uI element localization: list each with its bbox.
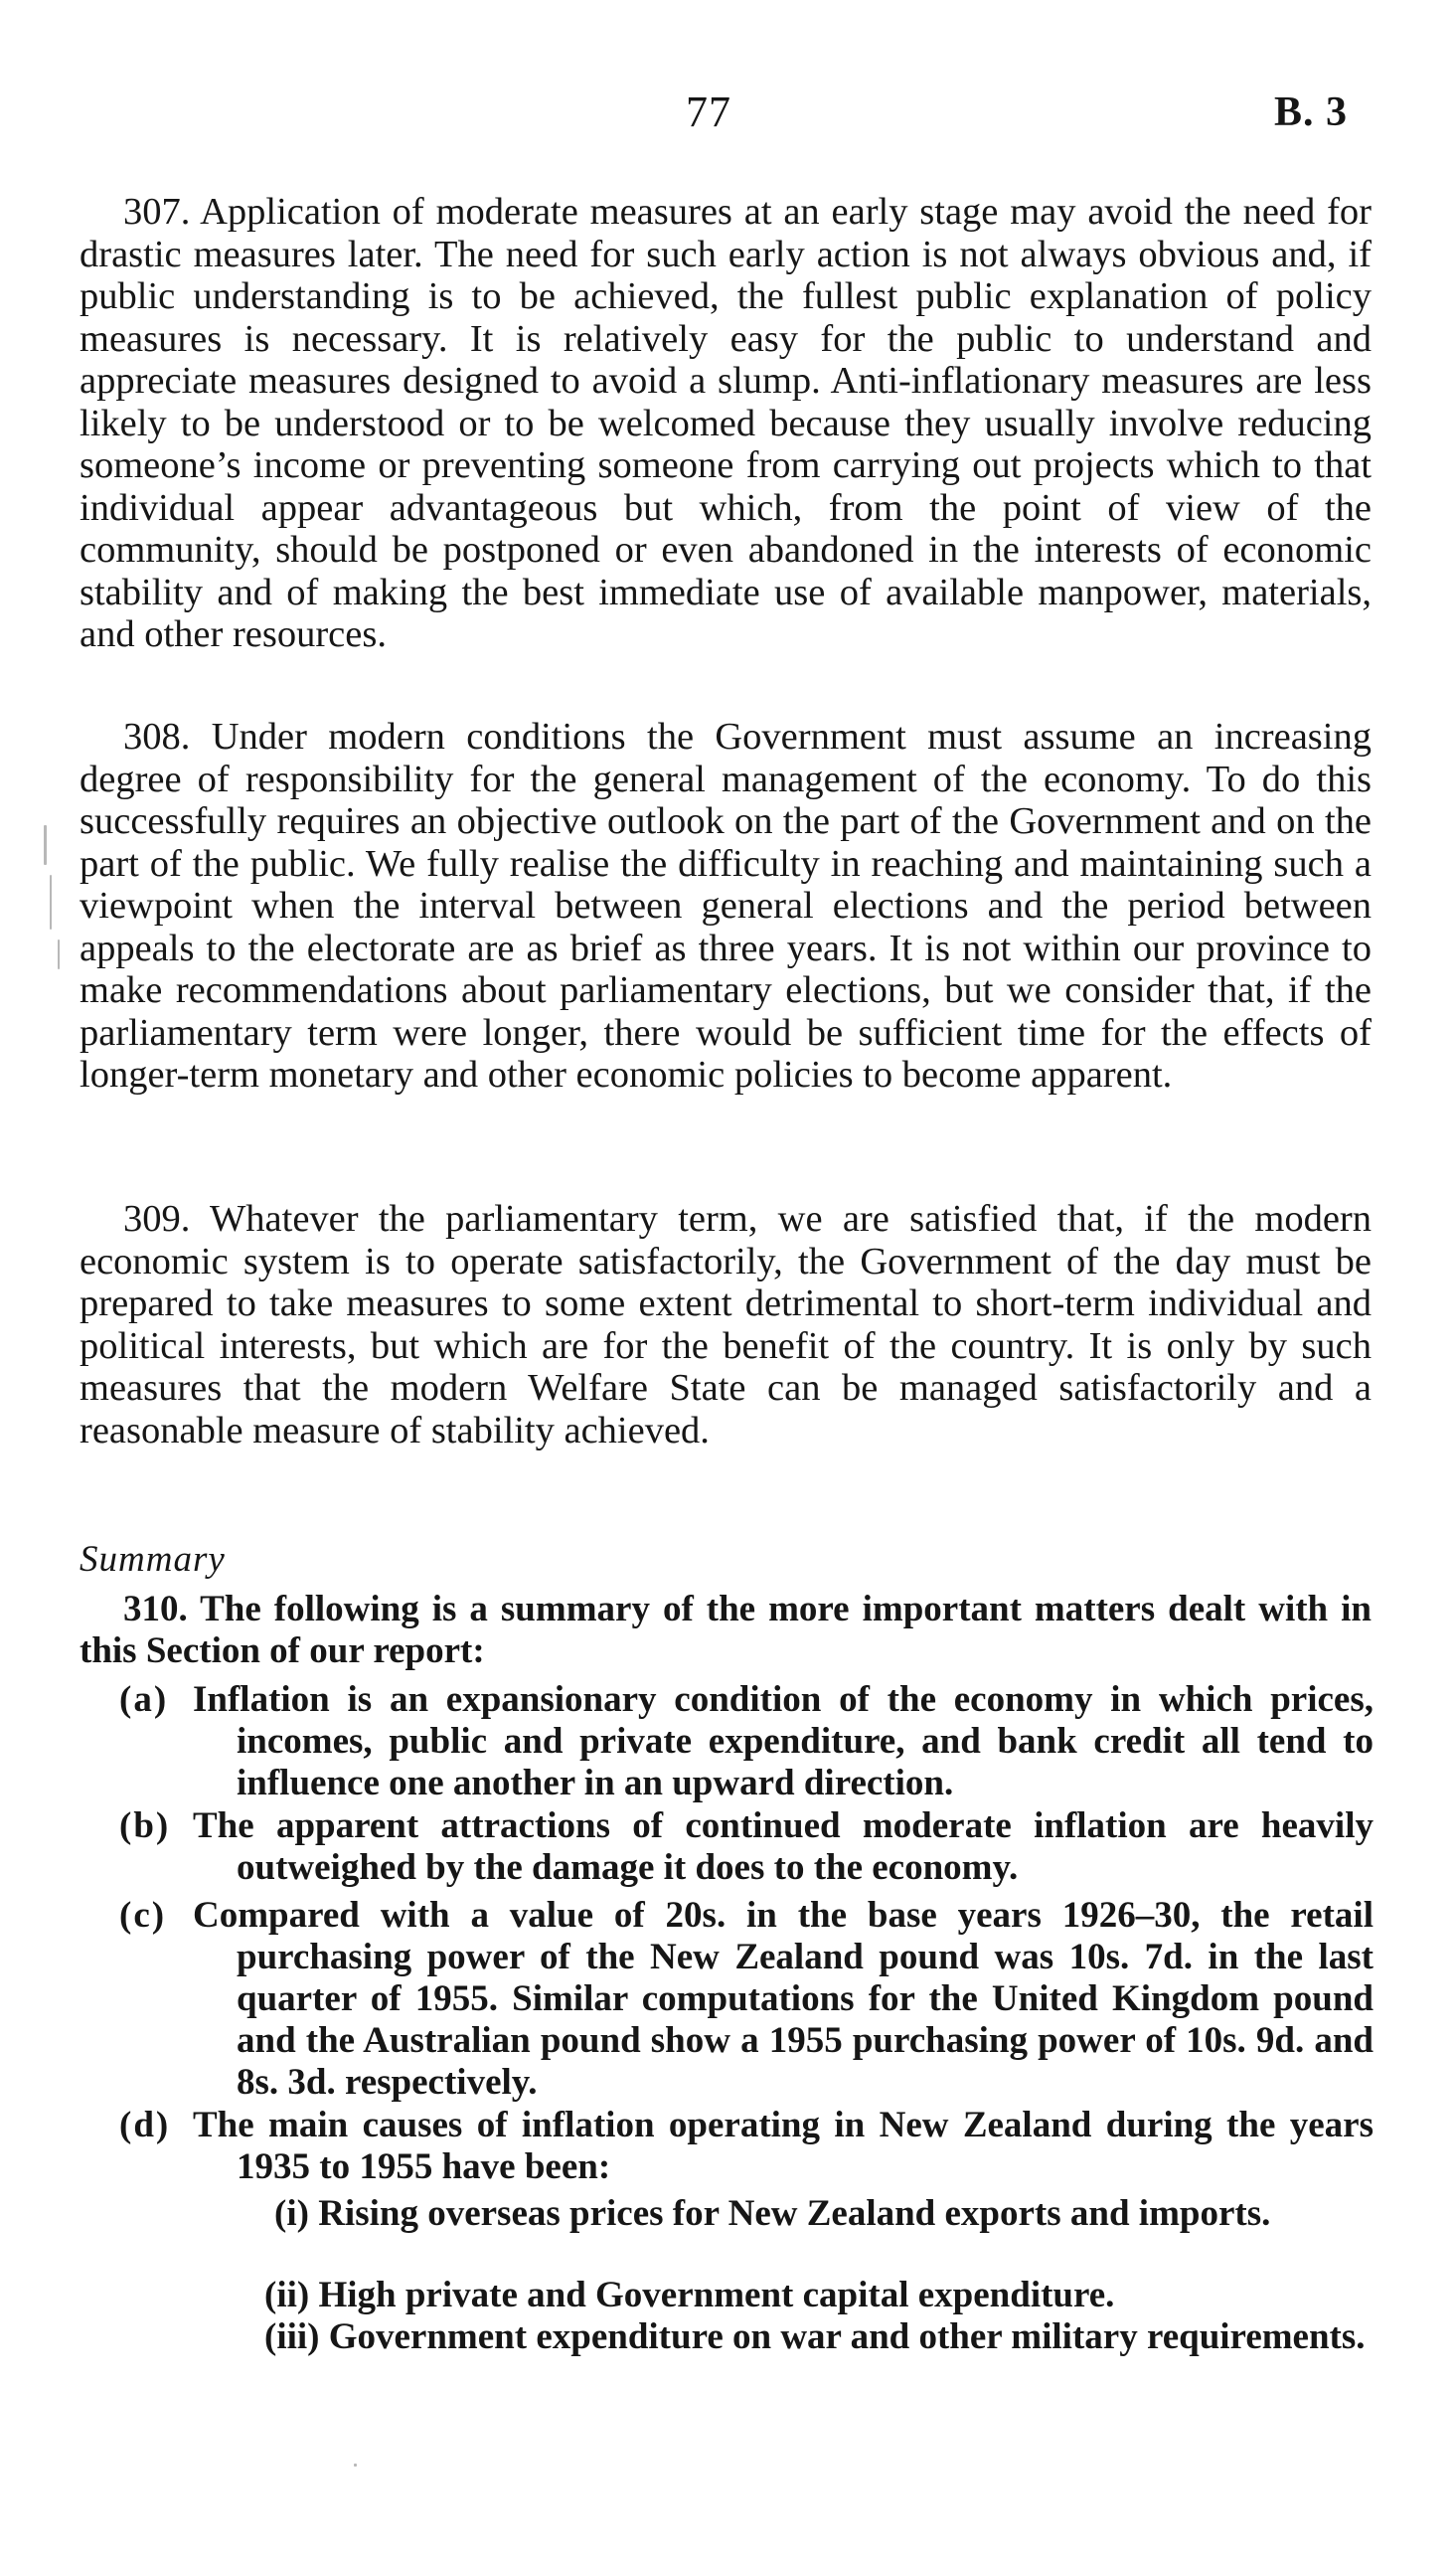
summary-item-b	[119, 1805, 1374, 1889]
scan-artifact	[50, 875, 52, 930]
scan-artifact	[44, 825, 47, 865]
item-text: The main causes of inflation operating in New Zealand during the years 1935 to 1955 have been:	[193, 2105, 1374, 2187]
summary-item-d	[119, 2105, 1374, 2188]
sub-item-text: High private and Government capital expenditure.	[318, 2275, 1115, 2315]
paragraph-308: 308. Under modern conditions the Government must assume an increasing degree of responsibility for the general management of the economy. To do this successfully requires an objective outlook on the part of the Government and on the part of the public. We fully realise the difficulty in reaching and maintaining such a viewpoint when the interval between general elections and the period between appeals to the electorate are as brief as three years. It is not within our province to make recommendations about parliamentary elections, but we consider that, if the parliamentary term were longer, there would be sufficient time for the effects of longer-term monetary and other economic policies to become apparent.	[80, 716, 1372, 1096]
summary-item-c	[119, 1895, 1374, 2104]
paragraph-307: 307. Application of moderate measures at an early stage may avoid the need for drastic measures later. The need for such early action is not always obvious and, if public understanding is to be achieved, the fullest public explanation of policy measures is necessary. It is relatively easy for the public to understand and appreciate measures designed to avoid a slump. Anti-inflationary measures are less likely to be understood or to be welcomed because they usually involve reducing someone’s income or preventing someone from carrying out projects which to that individual appear advantageous but which, from the point of view of the community, should be postponed or even abandoned in the interests of economic stability and of making the best immediate use of available manpower, materials, and other resources.	[80, 191, 1372, 655]
sub-item-marker: (i)	[274, 2193, 309, 2234]
sub-item-marker: (ii)	[264, 2275, 310, 2315]
sub-item-i	[231, 2193, 1374, 2235]
sub-item-text: Rising overseas prices for New Zealand exports and imports.	[318, 2193, 1271, 2234]
page-number: 77	[686, 87, 731, 136]
item-marker: (d)	[119, 2105, 171, 2145]
item-text: The apparent attractions of continued moderate inflation are heavily outweighed by the damage it does to the economy.	[193, 1805, 1374, 1888]
item-marker: (b)	[119, 1805, 171, 1846]
scan-artifact	[354, 2464, 357, 2467]
summary-intro-paragraph-310: 310. The following is a summary of the more important matters dealt with in this Section of our report:	[80, 1589, 1372, 1671]
document-code: B. 3	[1274, 89, 1349, 135]
sub-item-marker: (iii)	[264, 2316, 320, 2357]
item-marker: (c)	[119, 1895, 167, 1936]
sub-item-text: Government expenditure on war and other military requirements.	[328, 2316, 1366, 2357]
paragraph-309: 309. Whatever the parliamentary term, we are satisfied that, if the modern economic system is to operate satisfactorily, the Government of the day must be prepared to take measures to some extent detrimental to short-term individual and political interests, but which are for the benefit of the country. It is only by such measures that the modern Welfare State can be managed satisfactorily and a reasonable measure of stability achieved.	[80, 1198, 1372, 1451]
scan-artifact	[58, 939, 60, 969]
item-marker: (a)	[119, 1679, 169, 1720]
sub-item-iii	[231, 2316, 1374, 2358]
item-text: Inflation is an expansionary condition of the economy in which prices, incomes, public and private expenditure, and bank credit all tend to influence one another in an upward direction.	[193, 1679, 1374, 1803]
sub-item-ii	[231, 2275, 1374, 2316]
summary-item-a	[119, 1679, 1374, 1804]
item-text: Compared with a value of 20s. in the base years 1926–30, the retail purchasing power of the New Zealand pound was 10s. 7d. in the last quarter of 1955. Similar computations for the United Kingdom pound and the Australian pound show a 1955 purchasing power of 10s. 9d. and 8s. 3d. respectively.	[193, 1895, 1374, 2103]
summary-heading: Summary	[80, 1539, 226, 1580]
